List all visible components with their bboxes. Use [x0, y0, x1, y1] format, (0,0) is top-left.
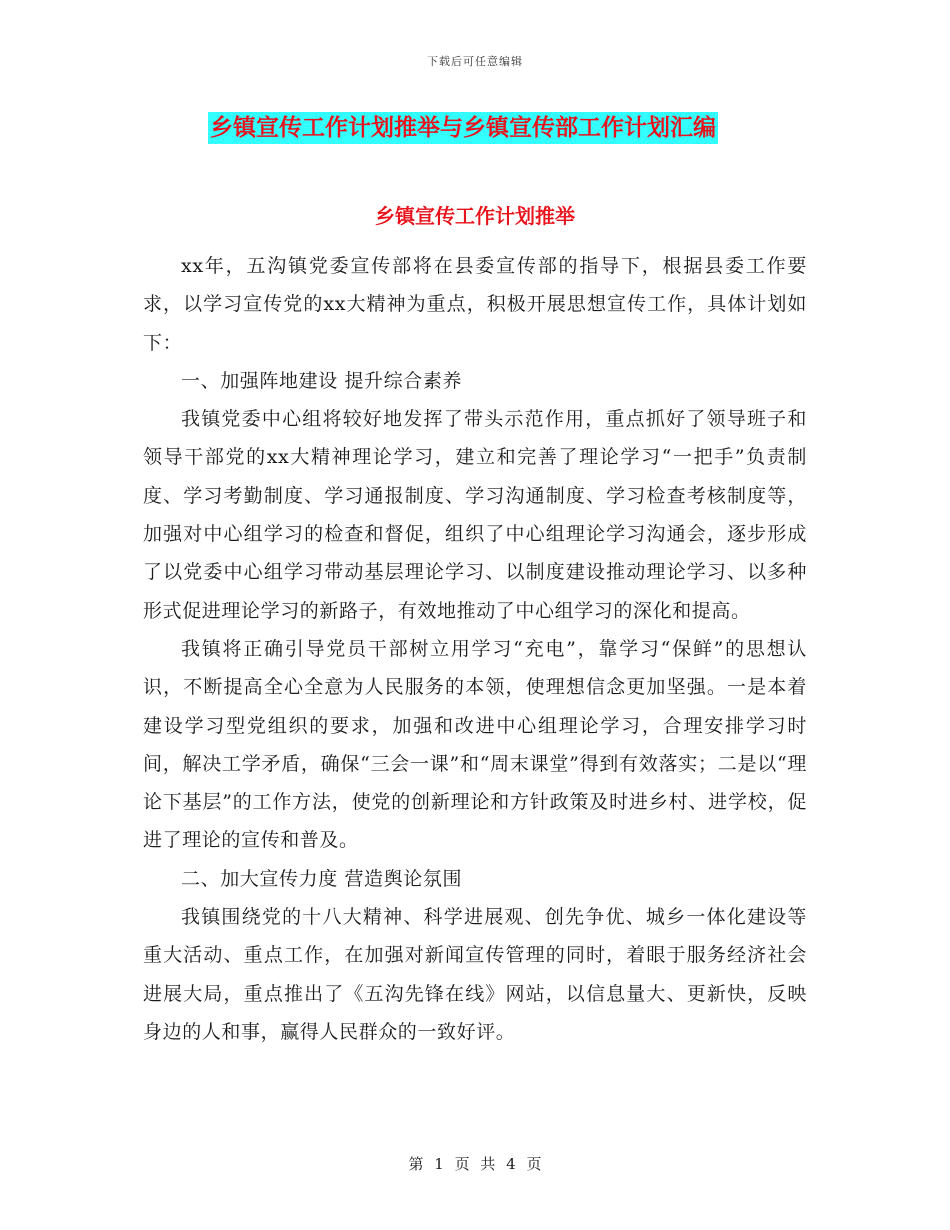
intro-paragraph: xx年，五沟镇党委宣传部将在县委宣传部的指导下，根据县委工作要求，以学习宣传党的xx大精神为重点，积极开展思想宣传工作，具体计划如下：: [143, 255, 807, 354]
header-note: 下载后可任意编辑: [427, 55, 523, 68]
page-number: 第 1 页 共 4 页: [408, 1155, 542, 1173]
body-paragraph: 我镇将正确引导党员干部树立用学习“充电”，靠学习“保鲜”的思想认识，不断提高全心全意为人民服务的本领，使理想信念更加坚强。一是本着建设学习型党组织的要求，加强和改进中心组理论学习，合理安排学习时间，解决工学矛盾，确保“三会一课”和“周末课堂”得到有效落实；二是以“理论下基层”的工作方法，使党的创新理论和方针政策及时进乡村、进学校，促进了理论的宣传和普及。: [143, 637, 807, 852]
body-paragraph: 我镇围绕党的十八大精神、科学进展观、创先争优、城乡一体化建设等重大活动、重点工作，在加强对新闻宣传管理的同时，着眼于服务经济社会进展大局，重点推出了《五沟先锋在线》网站，以信息量大、更新快，反映身边的人和事，赢得人民群众的一致好评。: [143, 906, 807, 1043]
heading-two: 二、加大宣传力度 营造舆论氛围: [181, 867, 463, 890]
section-title: 乡镇宣传工作计划推举: [375, 204, 575, 228]
document-title: 乡镇宣传工作计划推举与乡镇宣传部工作计划汇编: [208, 112, 718, 144]
heading-one: 一、加强阵地建设 提升综合素养: [181, 369, 463, 392]
document-body: [143, 247, 807, 1051]
body-paragraph: 我镇党委中心组将较好地发挥了带头示范作用，重点抓好了领导班子和领导干部党的xx大精神理论学习，建立和完善了理论学习“一把手”负责制度、学习考勤制度、学习通报制度、学习沟通制度、学习检查考核制度等，加强对中心组学习的检查和督促，组织了中心组理论学习沟通会，逐步形成了以党委中心组学习带动基层理论学习、以制度建设推动理论学习、以多种形式促进理论学习的新路子，有效地推动了中心组学习的深化和提高。: [143, 408, 807, 622]
